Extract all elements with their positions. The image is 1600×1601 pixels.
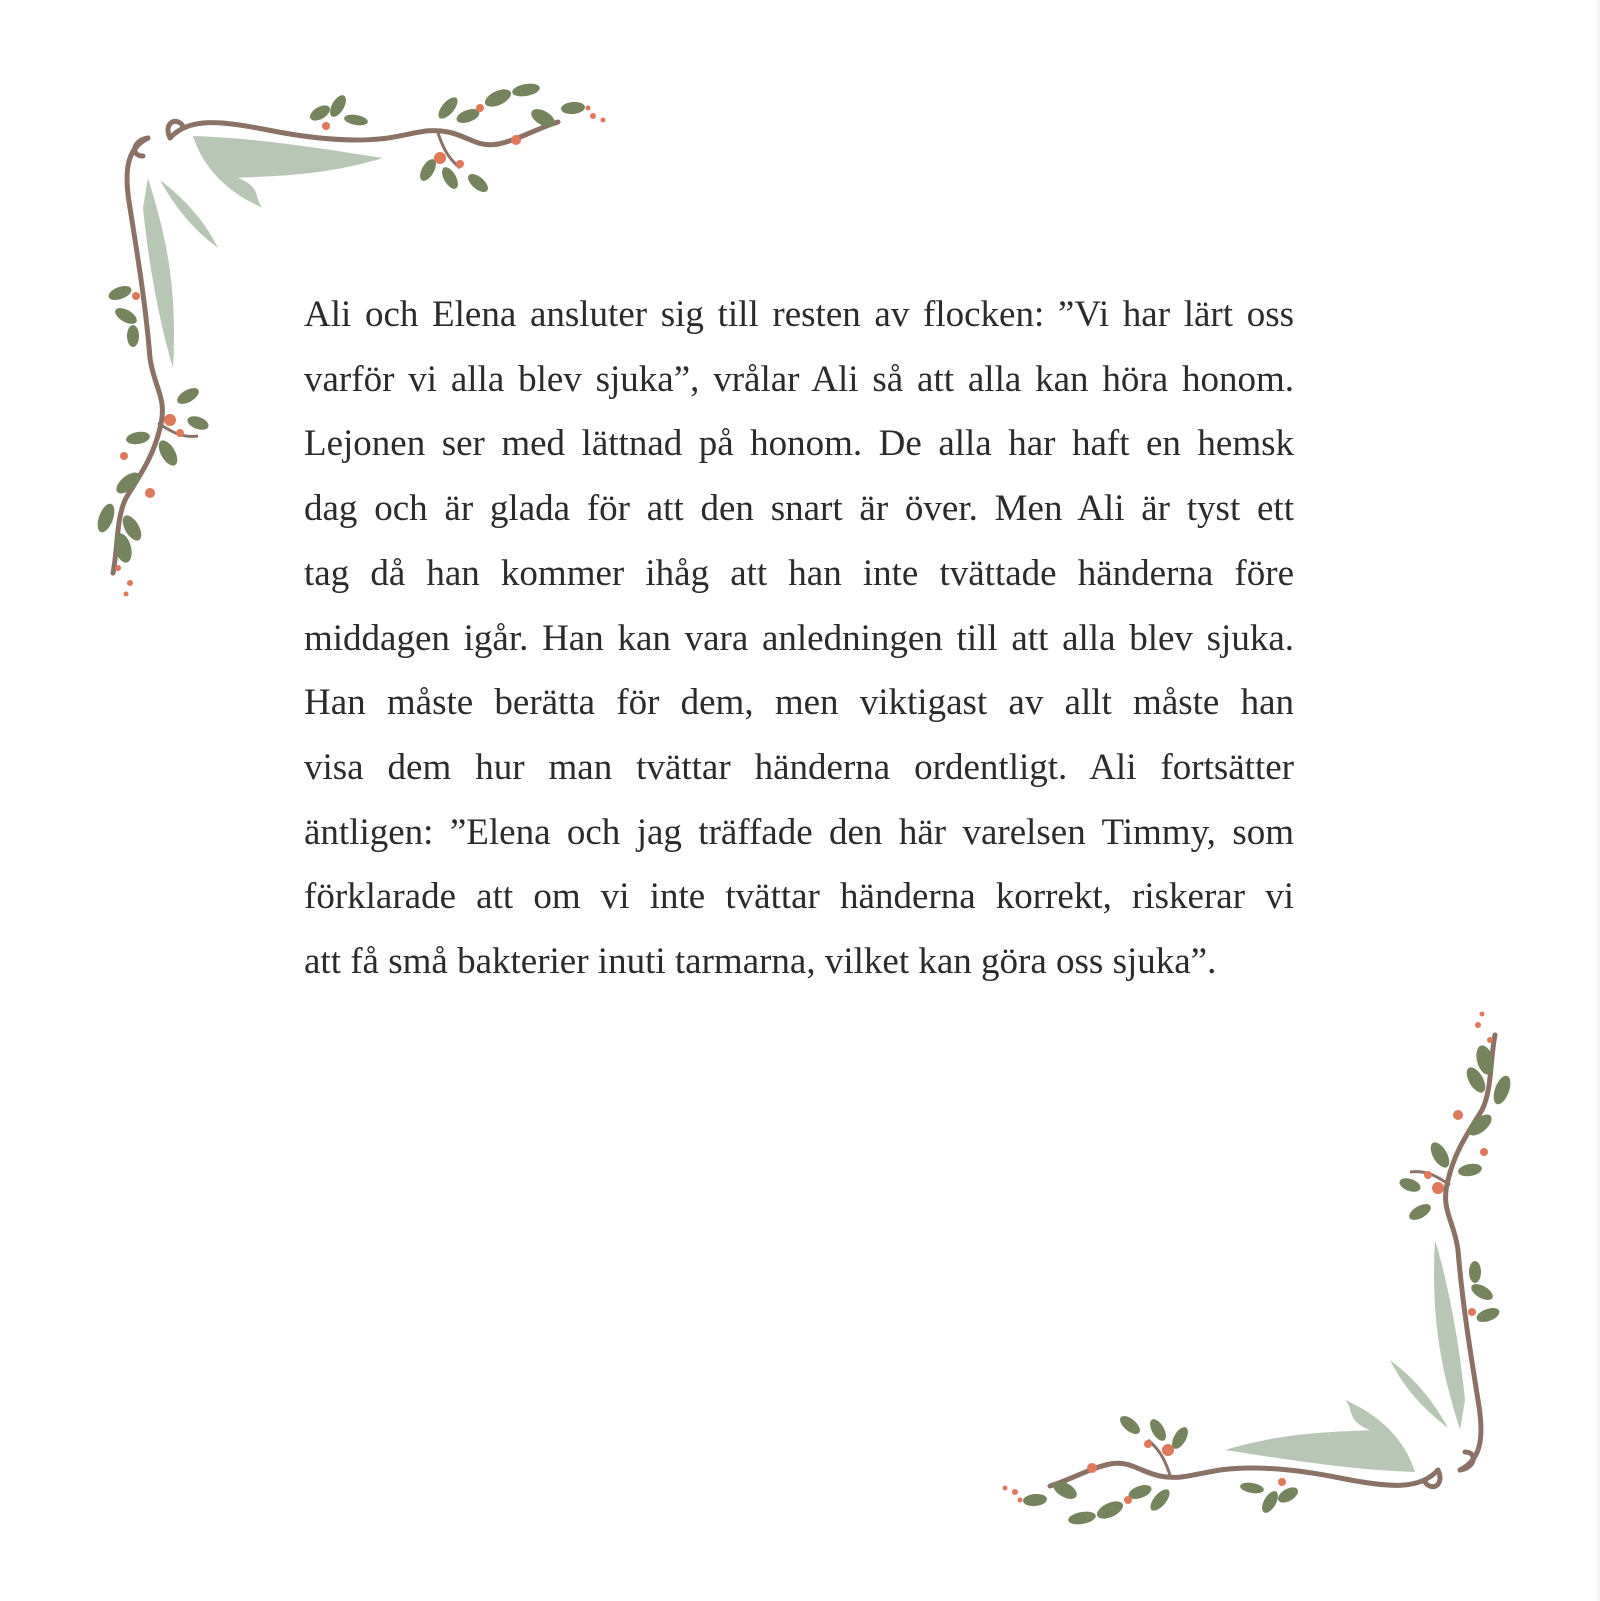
story-line: Lejonen ser med lättnad på honom. De alla har haft en hemsk	[304, 423, 1294, 465]
story-line: dag och är glada för att den snart är över. Men Ali är tyst ett	[304, 488, 1294, 530]
story-line: Han måste berätta för dem, men viktigast av allt måste han	[304, 682, 1294, 724]
story-line: förklarade att om vi inte tvättar händerna korrekt, riskerar vi	[304, 876, 1294, 918]
story-paragraph	[304, 283, 1294, 995]
story-line: middagen igår. Han kan vara anledningen till att alla blev sjuka.	[304, 617, 1294, 659]
story-line: varför vi alla blev sjuka”, vrålar Ali så att alla kan höra honom.	[304, 358, 1294, 400]
story-line: tag då han kommer ihåg att han inte tvättade händerna före	[304, 552, 1294, 594]
page-edge-shadow	[1594, 0, 1600, 1601]
story-line: Ali och Elena ansluter sig till resten av flocken: ”Vi har lärt oss	[304, 294, 1294, 335]
story-line: att få små bakterier inuti tarmarna, vilket kan göra oss sjuka”.	[304, 941, 1217, 983]
story-line: äntligen: ”Elena och jag träffade den här varelsen Timmy, som	[304, 811, 1294, 853]
floral-corner-ornament-bottom-right	[980, 990, 1520, 1530]
story-line: visa dem hur man tvättar händerna ordentligt. Ali fortsätter	[304, 746, 1294, 788]
